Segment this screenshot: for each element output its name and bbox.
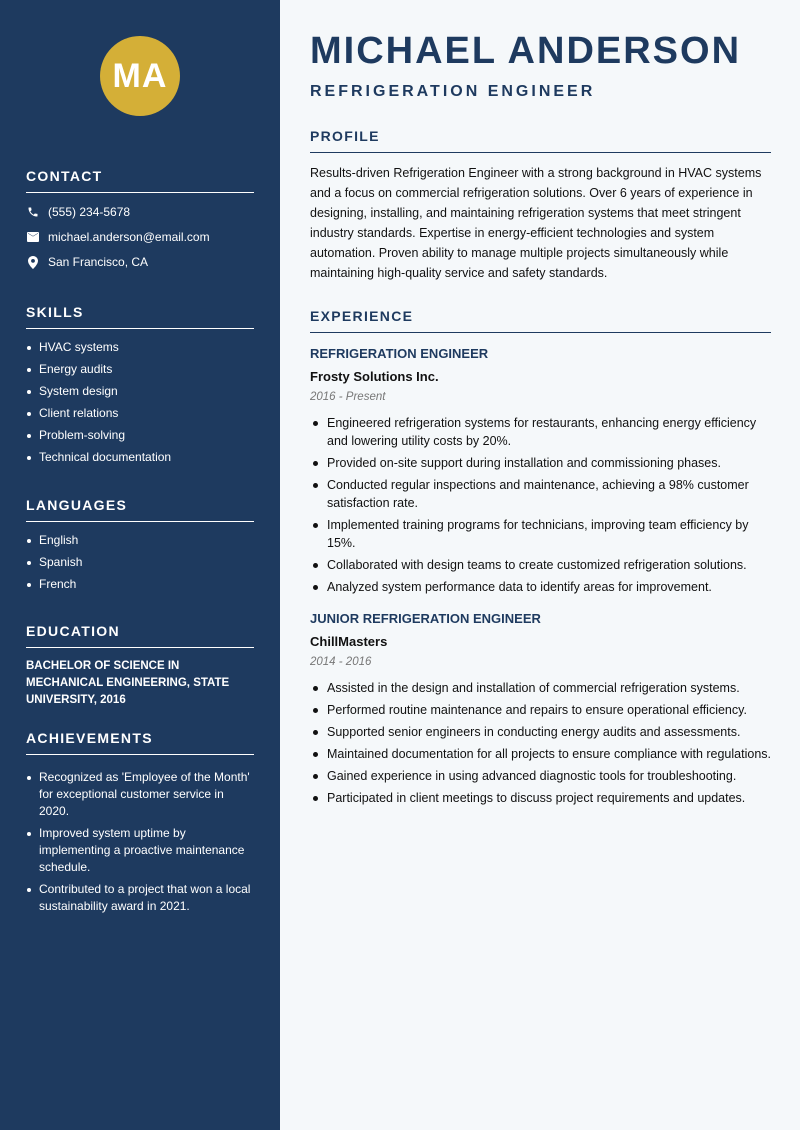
list-item: Gained experience in using advanced diagnostic tools for troubleshooting. — [310, 767, 771, 785]
list-item: Recognized as 'Employee of the Month' for exceptional customer service in 2020. — [26, 769, 254, 820]
avatar — [100, 36, 180, 116]
avatar-initials: MA — [112, 56, 168, 95]
list-item: Collaborated with design teams to create customized refrigeration solutions. — [310, 556, 771, 574]
list-item: Implemented training programs for technicians, improving team efficiency by 15%. — [310, 516, 771, 552]
contact-heading: CONTACT — [26, 168, 254, 193]
job-bullets — [310, 414, 771, 596]
education-degree: BACHELOR OF SCIENCE IN MECHANICAL ENGINEERING, STATE UNIVERSITY, 2016 — [26, 660, 230, 706]
list-item: Maintained documentation for all projects to ensure compliance with regulations. — [310, 745, 771, 763]
experience-section — [310, 308, 771, 811]
profile-section — [310, 128, 771, 283]
list-item: Contributed to a project that won a local sustainability award in 2021. — [26, 881, 254, 915]
contact-phone-text: (555) 234-5678 — [48, 205, 131, 219]
profile-text: Results-driven Refrigeration Engineer with a strong background in HVAC systems and a focus on commercial refrigeration solutions. Over 6 years of experience in designing, installing, and maintaining refrigeration systems that meet stringent industry standards. Expertise in energy-efficient technologies and system automation. Proven ability to manage multiple projects simultaneously while maintaining high-quality service and safety standards. — [310, 166, 762, 280]
job-role: JUNIOR REFRIGERATION ENGINEER — [310, 611, 541, 626]
list-item: Problem-solving — [26, 427, 254, 444]
achievements-heading: ACHIEVEMENTS — [26, 730, 254, 755]
experience-heading: EXPERIENCE — [310, 308, 771, 333]
skills-heading: SKILLS — [26, 304, 254, 329]
job-dates: 2014 - 2016 — [310, 656, 372, 668]
list-item: Spanish — [26, 554, 254, 571]
list-item: Energy audits — [26, 361, 254, 378]
phone-icon — [26, 205, 40, 219]
job-dates: 2016 - Present — [310, 391, 386, 403]
achievements-section — [26, 730, 254, 920]
achievements-list — [26, 769, 254, 915]
list-item: Client relations — [26, 405, 254, 422]
candidate-name: MICHAEL ANDERSON — [310, 30, 742, 72]
list-item: Participated in client meetings to discuss project requirements and updates. — [310, 789, 771, 807]
languages-heading: LANGUAGES — [26, 497, 254, 522]
skills-list — [26, 339, 254, 466]
contact-email — [26, 230, 254, 244]
contact-phone — [26, 205, 254, 219]
languages-section — [26, 497, 254, 598]
candidate-title: REFRIGERATION ENGINEER — [310, 83, 596, 100]
list-item: Analyzed system performance data to identify areas for improvement. — [310, 578, 771, 596]
job-entry — [310, 610, 771, 807]
list-item: Conducted regular inspections and maintenance, achieving a 98% customer satisfaction rate. — [310, 476, 771, 512]
list-item: Improved system uptime by implementing a proactive maintenance schedule. — [26, 825, 254, 876]
location-pin-icon — [26, 255, 40, 269]
job-company: Frosty Solutions Inc. — [310, 369, 439, 384]
mail-icon — [26, 230, 40, 244]
job-bullets — [310, 679, 771, 807]
skills-section — [26, 304, 254, 471]
languages-list — [26, 532, 254, 593]
contact-location-text: San Francisco, CA — [48, 255, 149, 269]
contact-section — [26, 168, 254, 269]
list-item: Supported senior engineers in conducting energy audits and assessments. — [310, 723, 771, 741]
list-item: Performed routine maintenance and repairs to ensure operational efficiency. — [310, 701, 771, 719]
education-section — [26, 623, 254, 709]
sidebar — [0, 0, 280, 1130]
list-item: Provided on-site support during installation and commissioning phases. — [310, 454, 771, 472]
profile-heading: PROFILE — [310, 128, 771, 153]
job-entry — [310, 345, 771, 596]
list-item: Technical documentation — [26, 449, 254, 466]
list-item: French — [26, 576, 254, 593]
list-item: System design — [26, 383, 254, 400]
list-item: HVAC systems — [26, 339, 254, 356]
list-item: Engineered refrigeration systems for restaurants, enhancing energy efficiency and lowering utility costs by 20%. — [310, 414, 771, 450]
education-heading: EDUCATION — [26, 623, 254, 648]
contact-location — [26, 255, 254, 269]
list-item: English — [26, 532, 254, 549]
job-role: REFRIGERATION ENGINEER — [310, 346, 489, 361]
list-item: Assisted in the design and installation of commercial refrigeration systems. — [310, 679, 771, 697]
contact-email-text[interactable]: michael.anderson@email.com — [48, 230, 210, 244]
job-company: ChillMasters — [310, 634, 388, 649]
